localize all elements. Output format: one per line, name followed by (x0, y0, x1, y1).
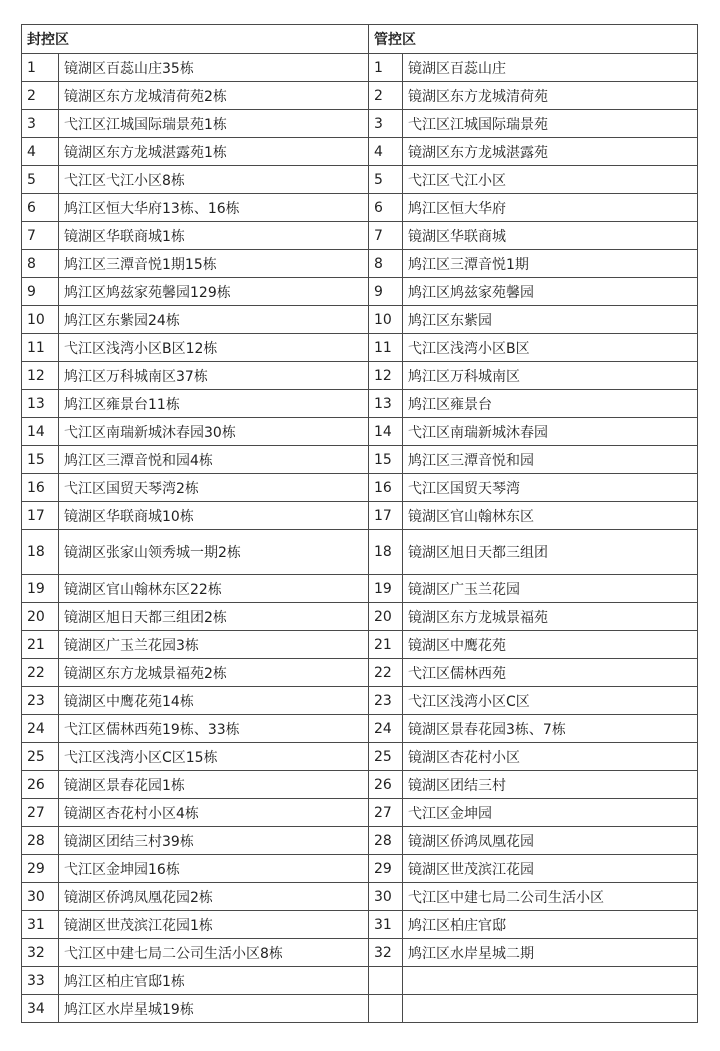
control-number-cell: 7 (369, 222, 403, 250)
table-row (22, 362, 698, 390)
control-number-cell: 32 (369, 939, 403, 967)
lockdown-name-cell: 镜湖区东方龙城清荷苑2栋 (59, 82, 369, 110)
control-number-cell: 27 (369, 799, 403, 827)
table-row (22, 743, 698, 771)
lockdown-name-cell: 弋江区金坤园16栋 (59, 855, 369, 883)
lockdown-name-cell: 弋江区国贸天琴湾2栋 (59, 474, 369, 502)
lockdown-number-cell: 29 (22, 855, 59, 883)
lockdown-name-cell: 弋江区浅湾小区B区12栋 (59, 334, 369, 362)
control-name-cell: 弋江区浅湾小区C区 (403, 687, 698, 715)
lockdown-name-cell: 鸠江区鸠兹家苑馨园129栋 (59, 278, 369, 306)
control-name-cell: 镜湖区杏花村小区 (403, 743, 698, 771)
control-name-cell: 鸠江区柏庄官邸 (403, 911, 698, 939)
control-number-cell (369, 967, 403, 995)
lockdown-number-cell: 9 (22, 278, 59, 306)
lockdown-number-cell: 21 (22, 631, 59, 659)
table-row (22, 194, 698, 222)
lockdown-number-cell: 15 (22, 446, 59, 474)
control-name-cell: 弋江区江城国际瑞景苑 (403, 110, 698, 138)
control-number-cell: 22 (369, 659, 403, 687)
control-number-cell: 17 (369, 502, 403, 530)
table-row (22, 110, 698, 138)
control-name-cell: 镜湖区中鹰花苑 (403, 631, 698, 659)
control-name-cell: 弋江区国贸天琴湾 (403, 474, 698, 502)
table-row (22, 575, 698, 603)
control-number-cell: 20 (369, 603, 403, 631)
control-number-cell: 21 (369, 631, 403, 659)
control-number-cell: 25 (369, 743, 403, 771)
control-number-cell: 15 (369, 446, 403, 474)
control-name-cell: 镜湖区华联商城 (403, 222, 698, 250)
lockdown-number-cell: 18 (22, 530, 59, 575)
lockdown-number-cell: 12 (22, 362, 59, 390)
lockdown-name-cell: 鸠江区万科城南区37栋 (59, 362, 369, 390)
control-number-cell: 28 (369, 827, 403, 855)
control-name-cell: 鸠江区三潭音悦和园 (403, 446, 698, 474)
lockdown-number-cell: 31 (22, 911, 59, 939)
table-row (22, 138, 698, 166)
control-name-cell: 镜湖区侨鸿凤凰花园 (403, 827, 698, 855)
control-name-cell: 镜湖区世茂滨江花园 (403, 855, 698, 883)
table-row (22, 995, 698, 1023)
lockdown-number-cell: 3 (22, 110, 59, 138)
control-number-cell: 2 (369, 82, 403, 110)
control-name-cell: 鸠江区雍景台 (403, 390, 698, 418)
table-row (22, 687, 698, 715)
control-name-cell: 弋江区浅湾小区B区 (403, 334, 698, 362)
table-row (22, 390, 698, 418)
lockdown-number-cell: 28 (22, 827, 59, 855)
lockdown-name-cell: 鸠江区东紫园24栋 (59, 306, 369, 334)
lockdown-name-cell: 镜湖区世茂滨江花园1栋 (59, 911, 369, 939)
control-name-cell: 弋江区南瑞新城沐春园 (403, 418, 698, 446)
lockdown-number-cell: 33 (22, 967, 59, 995)
control-name-cell: 弋江区金坤园 (403, 799, 698, 827)
lockdown-number-cell: 19 (22, 575, 59, 603)
control-name-cell: 弋江区中建七局二公司生活小区 (403, 883, 698, 911)
lockdown-name-cell: 镜湖区东方龙城景福苑2栋 (59, 659, 369, 687)
lockdown-number-cell: 4 (22, 138, 59, 166)
lockdown-number-cell: 34 (22, 995, 59, 1023)
lockdown-name-cell: 镜湖区广玉兰花园3栋 (59, 631, 369, 659)
lockdown-name-cell: 镜湖区东方龙城湛露苑1栋 (59, 138, 369, 166)
control-number-cell: 14 (369, 418, 403, 446)
control-number-cell: 26 (369, 771, 403, 799)
lockdown-name-cell: 鸠江区柏庄官邸1栋 (59, 967, 369, 995)
lockdown-number-cell: 23 (22, 687, 59, 715)
lockdown-name-cell: 镜湖区华联商城1栋 (59, 222, 369, 250)
lockdown-number-cell: 32 (22, 939, 59, 967)
lockdown-name-cell: 镜湖区团结三村39栋 (59, 827, 369, 855)
table-row (22, 771, 698, 799)
header-row (22, 25, 698, 54)
control-number-cell: 16 (369, 474, 403, 502)
table-row (22, 799, 698, 827)
control-name-cell: 镜湖区团结三村 (403, 771, 698, 799)
lockdown-name-cell: 鸠江区三潭音悦1期15栋 (59, 250, 369, 278)
lockdown-name-cell: 弋江区南瑞新城沐春园30栋 (59, 418, 369, 446)
table-row (22, 631, 698, 659)
table-row (22, 306, 698, 334)
control-name-cell: 镜湖区广玉兰花园 (403, 575, 698, 603)
lockdown-number-cell: 7 (22, 222, 59, 250)
table-row (22, 827, 698, 855)
lockdown-name-cell: 弋江区浅湾小区C区15栋 (59, 743, 369, 771)
lockdown-name-cell: 镜湖区百蕊山庄35栋 (59, 54, 369, 82)
lockdown-number-cell: 6 (22, 194, 59, 222)
table-row (22, 715, 698, 743)
control-name-cell: 鸠江区鸠兹家苑馨园 (403, 278, 698, 306)
control-name-cell: 鸠江区三潭音悦1期 (403, 250, 698, 278)
lockdown-name-cell: 鸠江区水岸星城19栋 (59, 995, 369, 1023)
lockdown-number-cell: 1 (22, 54, 59, 82)
lockdown-number-cell: 5 (22, 166, 59, 194)
table-row (22, 54, 698, 82)
lockdown-name-cell: 镜湖区华联商城10栋 (59, 502, 369, 530)
control-number-cell: 12 (369, 362, 403, 390)
control-name-cell: 镜湖区景春花园3栋、7栋 (403, 715, 698, 743)
table-row (22, 250, 698, 278)
table-row (22, 939, 698, 967)
lockdown-number-cell: 17 (22, 502, 59, 530)
control-name-cell: 镜湖区百蕊山庄 (403, 54, 698, 82)
lockdown-name-cell: 镜湖区旭日天都三组团2栋 (59, 603, 369, 631)
table-row (22, 278, 698, 306)
control-number-cell: 4 (369, 138, 403, 166)
control-number-cell: 1 (369, 54, 403, 82)
lockdown-name-cell: 鸠江区三潭音悦和园4栋 (59, 446, 369, 474)
table-row (22, 166, 698, 194)
control-name-cell: 镜湖区东方龙城清荷苑 (403, 82, 698, 110)
lockdown-number-cell: 26 (22, 771, 59, 799)
lockdown-number-cell: 11 (22, 334, 59, 362)
control-number-cell: 19 (369, 575, 403, 603)
lockdown-name-cell: 镜湖区张家山领秀城一期2栋 (59, 530, 369, 575)
table-row (22, 446, 698, 474)
lockdown-name-cell: 镜湖区中鹰花苑14栋 (59, 687, 369, 715)
lockdown-number-cell: 8 (22, 250, 59, 278)
control-number-cell: 31 (369, 911, 403, 939)
lockdown-number-cell: 27 (22, 799, 59, 827)
table-row (22, 222, 698, 250)
control-name-cell: 镜湖区东方龙城景福苑 (403, 603, 698, 631)
lockdown-number-cell: 25 (22, 743, 59, 771)
table-row (22, 659, 698, 687)
lockdown-name-cell: 弋江区江城国际瑞景苑1栋 (59, 110, 369, 138)
control-name-cell: 鸠江区万科城南区 (403, 362, 698, 390)
lockdown-name-cell: 镜湖区景春花园1栋 (59, 771, 369, 799)
table-row (22, 911, 698, 939)
lockdown-number-cell: 20 (22, 603, 59, 631)
header-lockdown-zone: 封控区 (22, 25, 369, 54)
control-number-cell (369, 995, 403, 1023)
lockdown-number-cell: 30 (22, 883, 59, 911)
zones-table (21, 24, 698, 1023)
lockdown-name-cell: 弋江区中建七局二公司生活小区8栋 (59, 939, 369, 967)
control-number-cell: 3 (369, 110, 403, 138)
control-number-cell: 29 (369, 855, 403, 883)
lockdown-name-cell: 鸠江区雍景台11栋 (59, 390, 369, 418)
control-name-cell: 鸠江区水岸星城二期 (403, 939, 698, 967)
control-number-cell: 10 (369, 306, 403, 334)
table-row (22, 855, 698, 883)
control-number-cell: 8 (369, 250, 403, 278)
control-name-cell: 弋江区儒林西苑 (403, 659, 698, 687)
lockdown-number-cell: 13 (22, 390, 59, 418)
table-row (22, 883, 698, 911)
lockdown-name-cell: 镜湖区杏花村小区4栋 (59, 799, 369, 827)
lockdown-name-cell: 弋江区儒林西苑19栋、33栋 (59, 715, 369, 743)
lockdown-name-cell: 镜湖区侨鸿凤凰花园2栋 (59, 883, 369, 911)
lockdown-number-cell: 10 (22, 306, 59, 334)
lockdown-number-cell: 2 (22, 82, 59, 110)
table-row (22, 474, 698, 502)
control-name-cell: 鸠江区恒大华府 (403, 194, 698, 222)
control-number-cell: 11 (369, 334, 403, 362)
table-row (22, 603, 698, 631)
lockdown-number-cell: 14 (22, 418, 59, 446)
table-row (22, 334, 698, 362)
control-name-cell (403, 995, 698, 1023)
control-number-cell: 5 (369, 166, 403, 194)
lockdown-number-cell: 24 (22, 715, 59, 743)
lockdown-name-cell: 鸠江区恒大华府13栋、16栋 (59, 194, 369, 222)
control-number-cell: 30 (369, 883, 403, 911)
table-row (22, 418, 698, 446)
control-name-cell: 鸠江区东紫园 (403, 306, 698, 334)
control-name-cell: 镜湖区官山翰林东区 (403, 502, 698, 530)
table-row (22, 967, 698, 995)
header-control-zone: 管控区 (369, 25, 698, 54)
control-name-cell: 镜湖区东方龙城湛露苑 (403, 138, 698, 166)
control-name-cell (403, 967, 698, 995)
table-row (22, 82, 698, 110)
table-row (22, 530, 698, 575)
lockdown-number-cell: 16 (22, 474, 59, 502)
control-number-cell: 6 (369, 194, 403, 222)
lockdown-name-cell: 镜湖区官山翰林东区22栋 (59, 575, 369, 603)
control-name-cell: 镜湖区旭日天都三组团 (403, 530, 698, 575)
table-row (22, 502, 698, 530)
control-number-cell: 9 (369, 278, 403, 306)
control-number-cell: 13 (369, 390, 403, 418)
lockdown-number-cell: 22 (22, 659, 59, 687)
table-body (22, 54, 698, 1023)
control-number-cell: 24 (369, 715, 403, 743)
control-name-cell: 弋江区弋江小区 (403, 166, 698, 194)
control-number-cell: 23 (369, 687, 403, 715)
control-number-cell: 18 (369, 530, 403, 575)
lockdown-name-cell: 弋江区弋江小区8栋 (59, 166, 369, 194)
